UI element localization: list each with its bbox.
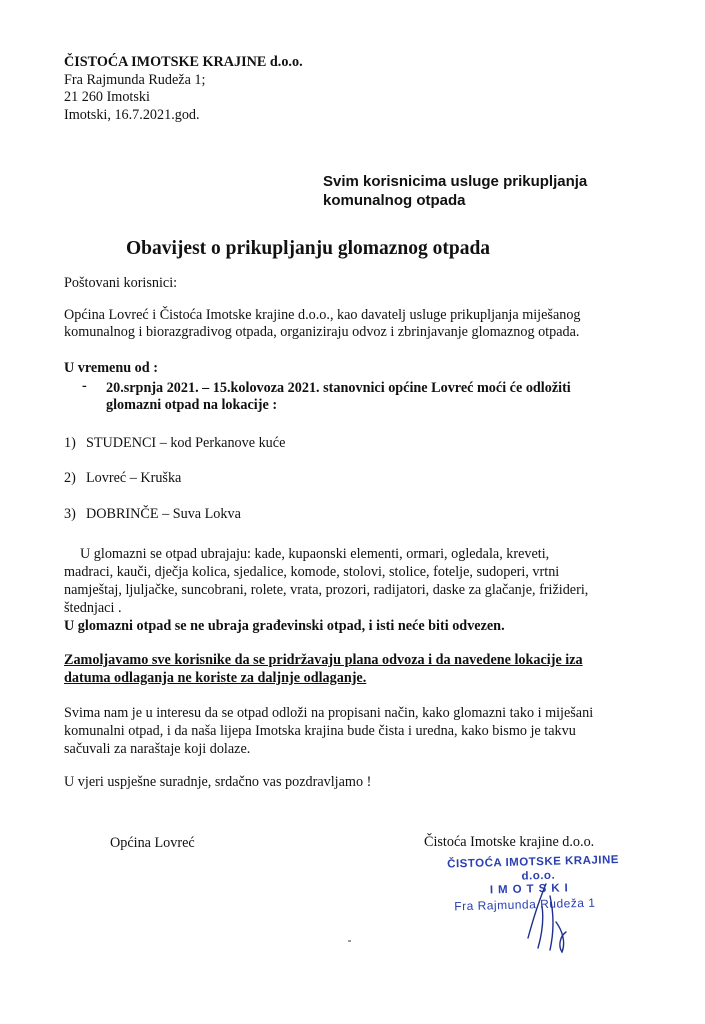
- recipient-line1: Svim korisnicima usluge prikupljanja: [323, 173, 588, 190]
- location-number: 2): [64, 470, 76, 486]
- sender-block: [64, 54, 303, 124]
- intro-line1: Općina Lovreć i Čistoća Imotske krajine d.o.o., kao davatelj usluge prikupljanja miješanog: [64, 307, 581, 323]
- location-text: Lovreć – Kruška: [86, 470, 182, 486]
- request-line2: datuma odlaganja ne koriste za daljnje odlaganje.: [64, 670, 367, 686]
- interest-line1: Svima nam je u interesu da se otpad odloži na propisani način, kako glomazni tako i miješani: [64, 705, 594, 721]
- location-number: 3): [64, 506, 76, 522]
- stamp-line2: d.o.o.: [521, 869, 556, 883]
- interest-line2: komunalni otpad, i da naša lijepa Imotska krajina bude čista i uredna, kako bismo je takvu: [64, 723, 576, 739]
- intro-line2: komunalnog i biorazgradivog otpada, organiziraju odvoz i zbrinjavanje glomaznog otpada.: [64, 324, 580, 340]
- location-text: DOBRINČE – Suva Lokva: [86, 506, 241, 522]
- signature-mark: [520, 876, 610, 956]
- location-text: STUDENCI – kod Perkanove kuće: [86, 435, 286, 451]
- location-item: [64, 470, 181, 487]
- exclusion-notice: U glomazni otpad se ne ubraja građevinski otpad, i isti neće biti odvezen.: [64, 618, 505, 634]
- scan-speck: [348, 940, 351, 942]
- stamp-line1: ČISTOĆA IMOTSKE KRAJINE: [447, 854, 620, 871]
- items-line1: U glomazni se otpad ubrajaju: kade, kupaonski elementi, ormari, ogledala, kreveti,: [80, 546, 550, 562]
- closing-line: U vjeri uspješne suradnje, srdačno vas pozdravljamo !: [64, 774, 372, 790]
- sender-address-line1: Fra Rajmunda Rudeža 1;: [64, 71, 206, 88]
- period-line2: glomazni otpad na lokacije :: [106, 397, 278, 413]
- location-item: [64, 435, 285, 452]
- items-line3: namještaj, ljuljačke, suncobrani, rolete, vrata, prozori, radijatori, daske za glačanje, frižideri,: [64, 582, 589, 598]
- interest-line3: sačuvali za naraštaje koji dolaze.: [64, 741, 251, 757]
- items-line4: štednjaci .: [64, 600, 122, 616]
- request-line1: Zamoljavamo sve korisnike da se pridržavaju plana odvoza i da navedene lokacije iza: [64, 652, 583, 668]
- period-dash: -: [82, 378, 87, 394]
- items-line2: madraci, kauči, dječja kolica, sjedalice, komode, stolovi, stolice, fotelje, sudoperi, vrtni: [64, 564, 560, 580]
- sender-address-line2: 21 260 Imotski: [64, 89, 150, 105]
- sender-company: ČISTOĆA IMOTSKE KRAJINE d.o.o.: [64, 54, 303, 70]
- signatory-right: Čistoća Imotske krajine d.o.o.: [424, 834, 595, 850]
- period-label: U vremenu od :: [64, 360, 158, 376]
- sender-place-date: Imotski, 16.7.2021.god.: [64, 106, 200, 123]
- period-line1: 20.srpnja 2021. – 15.kolovoza 2021. stanovnici općine Lovreć moći će odložiti: [106, 380, 571, 396]
- stamp-line3: IMOTSKI: [489, 882, 573, 897]
- recipient-line2: komunalnog otpada: [323, 192, 466, 209]
- document-title: Obavijest o prikupljanju glomaznog otpada: [126, 238, 491, 259]
- greeting: Poštovani korisnici:: [64, 275, 178, 291]
- location-item: [64, 506, 241, 523]
- signatory-left: Općina Lovreć: [110, 835, 195, 851]
- recipient-block: [323, 172, 587, 210]
- stamp-line4: Fra Rajmunda Rudeža 1: [454, 895, 596, 914]
- location-number: 1): [64, 435, 76, 451]
